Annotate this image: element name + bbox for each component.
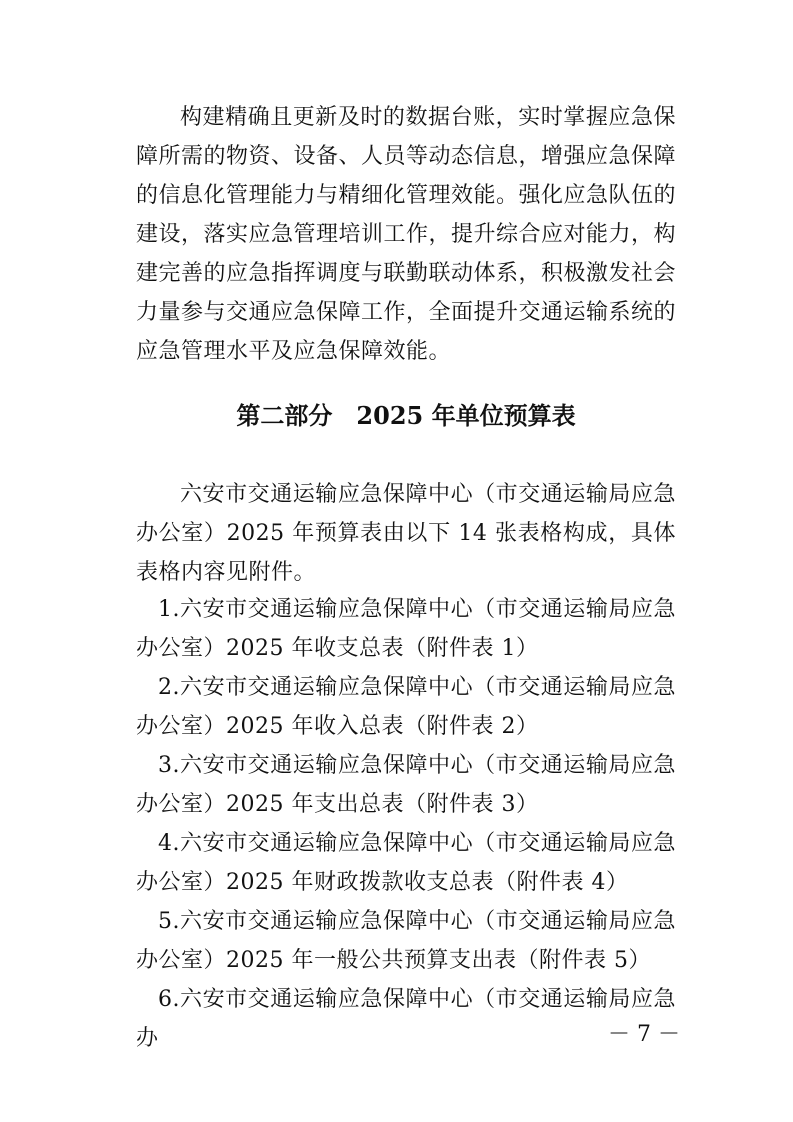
list-item: 6.六安市交通运输应急保障中心（市交通运输局应急办 (136, 987, 676, 1051)
list-item: 3.六安市交通运输应急保障中心（市交通运输局应急办公室）2025 年支出总表（附件表 3） (136, 753, 676, 817)
intro-paragraph-budget-tables: 六安市交通运输应急保障中心（市交通运输局应急办公室）2025 年预算表由以下 14 张表格构成，具体表格内容见附件。 (136, 482, 676, 585)
budget-table-list (136, 590, 676, 1058)
list-item: 1.六安市交通运输应急保障中心（市交通运输局应急办公室）2025 年收支总表（附件表 1） (136, 597, 676, 661)
list-item: 4.六安市交通运输应急保障中心（市交通运输局应急办公室）2025 年财政拨款收支总表（附件表 4） (136, 831, 676, 895)
list-item: 2.六安市交通运输应急保障中心（市交通运输局应急办公室）2025 年收入总表（附件表 2） (136, 675, 676, 739)
section-heading: 第二部分 2025 年单位预算表 (236, 401, 576, 430)
page-number: － 7 － (608, 1022, 680, 1047)
list-item: 5.六安市交通运输应急保障中心（市交通运输局应急办公室）2025 年一般公共预算支出表（附件表 5） (136, 909, 676, 973)
body-paragraph-emergency-management: 构建精确且更新及时的数据台账，实时掌握应急保障所需的物资、设备、人员等动态信息，增强应急保障的信息化管理能力与精细化管理效能。强化应急队伍的建设，落实应急管理培训工作，提升综合应对能力，构建完善的应急指挥调度与联勤联动体系，积极激发社会力量参与交通应急保障工作，全面提升交通运输系统的应急管理水平及应急保障效能。 (136, 105, 677, 364)
